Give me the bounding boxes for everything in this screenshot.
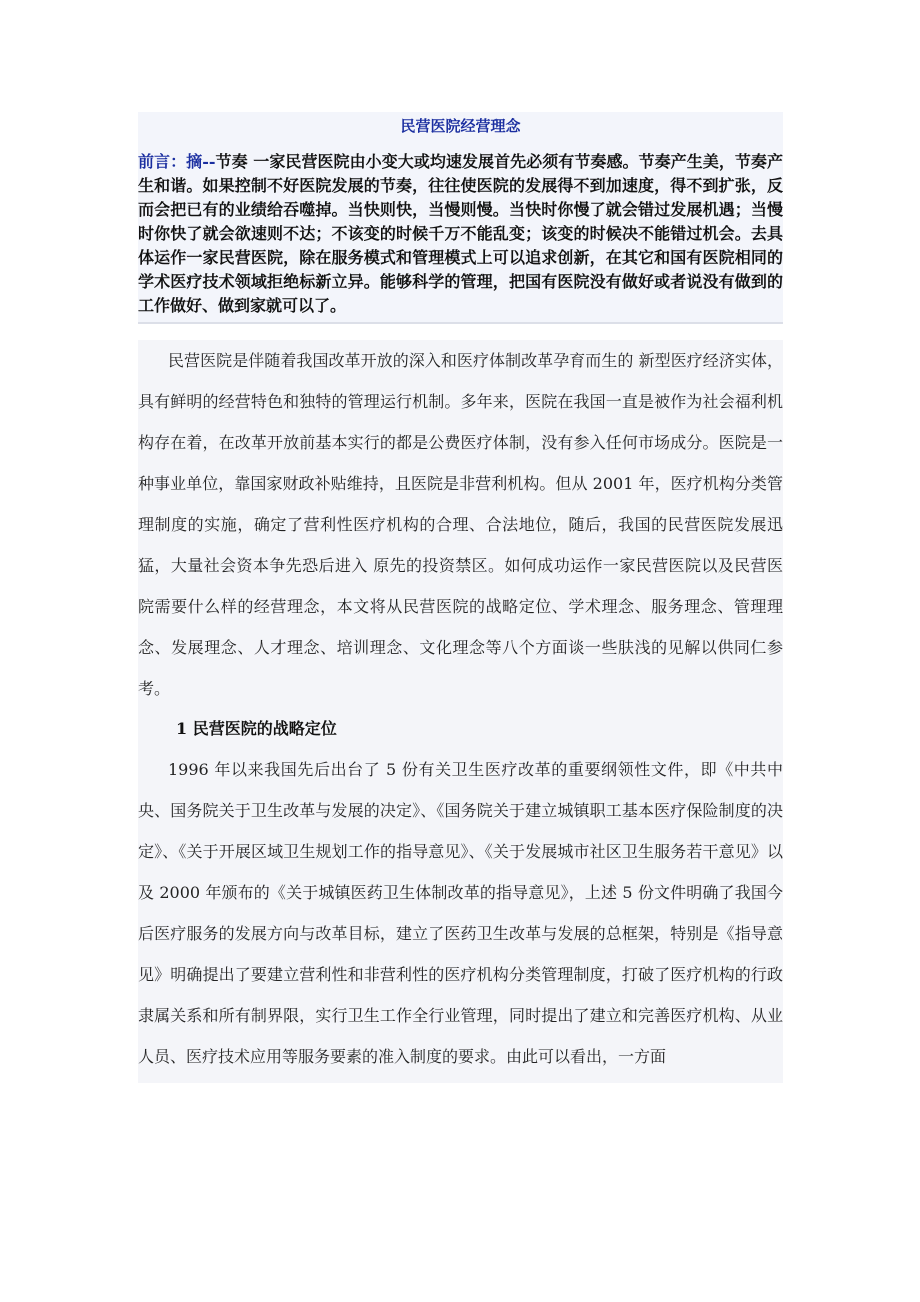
section-paragraph: 1996 年以来我国先后出台了 5 份有关卫生医疗改革的重要纲领性文件，即《中共中央、国务院关于卫生改革与发展的决定》、《国务院关于建立城镇职工基本医疗保险制度的决定》、《关于开展区域卫生规划工作的指导意见》、《关于发展城市社区卫生服务若干意见》以及 2000 年颁布的《关于城镇医药卫生体制改革的指导意见》，上述 5 份文件明确了我国今后医疗服务的发展方向与改革目标，建立了医药卫生改革与发展的总框架，特别是《指导意见》明确提出了要建立营利性和非营利性的医疗机构分类管理制度，打破了医疗机构的行政隶属关系和所有制界限，实行卫生工作全行业管理，同时提出了建立和完善医疗机构、从业人员、医疗技术应用等服务要素的准入制度的要求。由此可以看出，一方面: [138, 760, 783, 1066]
document-header: [138, 112, 783, 324]
document-page: [138, 112, 783, 1083]
section-heading: 1 民营医院的战略定位: [176, 719, 337, 738]
abstract-text: 节奏 一家民营医院由小变大或均速发展首先必须有节奏感。节奏产生美，节奏产生和谐。如果控制不好医院发展的节奏，往往使医院的发展得不到加速度，得不到扩张，反而会把已有的业绩给吞噬掉。当快则快，当慢则慢。当快时你慢了就会错过发展机遇；当慢时你快了就会欲速则不达；不该变的时候千万不能乱变；该变的时候决不能错过机会。去具体运作一家民营医院，除在服务模式和管理模式上可以追求创新，在其它和国有医院相同的学术医疗技术领域拒绝标新立异。能够科学的管理，把国有医院没有做好或者说没有做到的工作做好、做到家就可以了。: [138, 152, 783, 315]
document-body: [138, 340, 783, 1083]
document-title: 民营医院经营理念: [400, 117, 521, 135]
abstract: [138, 150, 783, 318]
abstract-lead: 前言：摘--: [138, 152, 216, 171]
intro-paragraph: 民营医院是伴随着我国改革开放的深入和医疗体制改革孕育而生的 新型医疗经济实体，具有鲜明的经营特色和独特的管理运行机制。多年来，医院在我国一直是被作为社会福利机构存在着，在改革开放前基本实行的都是公费医疗体制，没有参入任何市场成分。医院是一种事业单位，靠国家财政补贴维持，且医院是非营利机构。但从 2001 年，医疗机构分类管理制度的实施，确定了营利性医疗机构的合理、合法地位，随后，我国的民营医院发展迅猛，大量社会资本争先恐后进入 原先的投资禁区。如何成功运作一家民营医院以及民营医院需要什么样的经营理念，本文将从民营医院的战略定位、学术理念、服务理念、管理理念、发展理念、人才理念、培训理念、文化理念等八个方面谈一些肤浅的见解以供同仁参考。: [138, 351, 783, 698]
